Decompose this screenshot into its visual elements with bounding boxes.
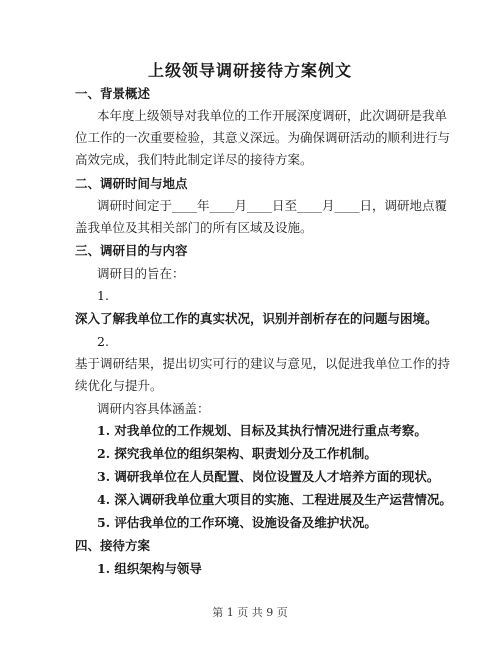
- purpose-item-2-line1: 基于调研结果，提出切实可行的建议与意见，以促进我单位工作的持: [75, 356, 451, 371]
- page-footer: 第 1 页 共 9 页: [212, 606, 288, 619]
- content-list-item: 5. 评估我单位的工作环境、设施设备及维护状况。: [97, 515, 377, 530]
- content-list-item: 4. 深入调研我单位重大项目的实施、工程进展及生产运营情况。: [97, 492, 452, 507]
- paragraph-line: 调研目的旨在：: [97, 266, 185, 281]
- purpose-item-1: 深入了解我单位工作的真实状况，识别并剖析存在的问题与困境。: [75, 311, 438, 326]
- content-list-item: 3. 调研我单位在人员配置、岗位设置及人才培养方面的现状。: [97, 469, 440, 484]
- list-number: 2.: [97, 334, 109, 349]
- paragraph-line: 调研时间定于____年____月____日至____月____日，调研地点覆: [97, 198, 448, 213]
- content-list-item: 2. 探究我单位的组织架构、职责划分及工作机制。: [97, 446, 377, 461]
- section-heading-reception: 四、接待方案: [75, 538, 151, 553]
- document-title: 上级领导调研接待方案例文: [147, 61, 352, 80]
- subsection-heading: 1. 组织架构与领导: [97, 561, 202, 576]
- paragraph-line: 盖我单位及其相关部门的所有区域及设施。: [75, 220, 313, 235]
- section-heading-background: 一、背景概述: [75, 86, 151, 101]
- content-list-item: 1. 对我单位的工作规划、目标及其执行情况进行重点考察。: [97, 423, 427, 438]
- section-heading-time-place: 二、调研时间与地点: [75, 176, 188, 191]
- paragraph-line: 位工作的一次重要检验，其意义深远。为确保调研活动的顺利进行与: [75, 130, 451, 145]
- purpose-item-2-line2: 续优化与提升。: [75, 378, 163, 393]
- paragraph-line: 调研内容具体涵盖：: [97, 401, 210, 416]
- paragraph-line: 本年度上级领导对我单位的工作开展深度调研，此次调研是我单: [97, 108, 448, 123]
- section-heading-purpose: 三、调研目的与内容: [75, 243, 188, 258]
- list-number: 1.: [97, 288, 109, 303]
- paragraph-line: 高效完成，我们特此制定详尽的接待方案。: [75, 152, 313, 167]
